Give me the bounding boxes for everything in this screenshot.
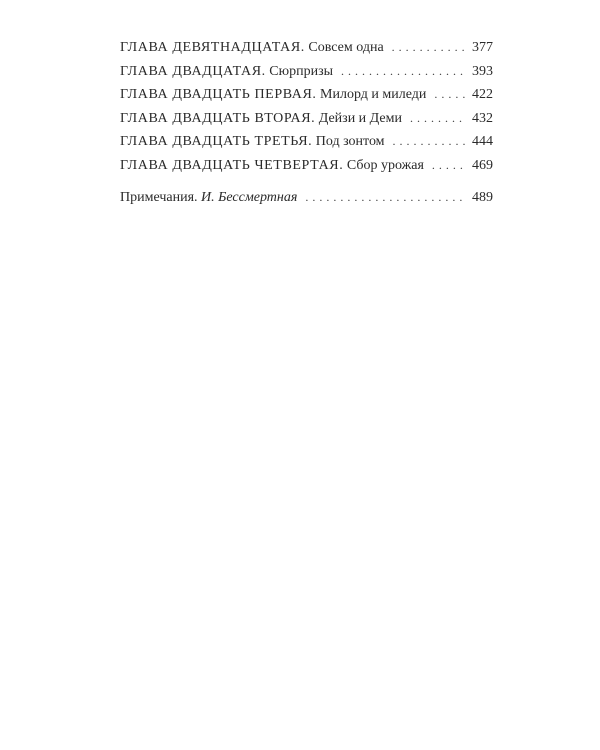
toc-entry-notes	[120, 186, 493, 210]
chapter-title: Под зонтом	[315, 134, 385, 149]
dot-leader	[305, 186, 466, 210]
page-number: 377	[472, 40, 493, 55]
toc-entry-chapter-24	[120, 154, 493, 178]
toc-entry-chapter-23	[120, 130, 493, 154]
toc-entry-title	[120, 154, 424, 178]
toc-entry-title	[120, 186, 297, 210]
toc-entry-title	[120, 60, 333, 84]
toc-entry-title	[120, 83, 426, 107]
dot-leader	[410, 107, 466, 131]
chapter-label: ГЛАВА ДВАДЦАТАЯ.	[120, 63, 266, 79]
notes-author: И. Бессмертная	[201, 190, 298, 205]
chapter-title: Сбор урожая	[346, 157, 424, 173]
chapter-title: Совсем одна	[308, 40, 384, 55]
toc-entry-chapter-21	[120, 83, 493, 107]
page-number: 469	[472, 157, 493, 173]
chapter-title: Сюрпризы	[269, 63, 333, 79]
chapter-label: ГЛАВА ДВАДЦАТЬ ВТОРАЯ.	[120, 110, 316, 126]
toc-entry-chapter-22	[120, 107, 493, 131]
chapter-label: ГЛАВА ДВАДЦАТЬ ПЕРВАЯ.	[120, 87, 317, 102]
chapter-title: Милорд и миледи	[320, 87, 427, 102]
dot-leader	[432, 154, 466, 178]
dot-leader	[434, 83, 466, 107]
toc-entry-chapter-19	[120, 36, 493, 60]
dot-leader	[341, 60, 466, 84]
chapter-label: ГЛАВА ДВАДЦАТЬ ТРЕТЬЯ.	[120, 134, 313, 149]
page-number: 432	[472, 110, 493, 126]
notes-label: Примечания.	[120, 190, 198, 205]
chapter-label: ГЛАВА ДЕВЯТНАДЦАТАЯ.	[120, 40, 305, 55]
table-of-contents	[120, 36, 493, 210]
page-number: 489	[472, 190, 493, 205]
toc-entry-title	[120, 36, 384, 60]
chapter-label: ГЛАВА ДВАДЦАТЬ ЧЕТВЕРТАЯ.	[120, 157, 344, 173]
dot-leader	[392, 36, 466, 60]
page-number: 422	[472, 87, 493, 102]
page-number: 444	[472, 134, 493, 149]
toc-entry-chapter-20	[120, 60, 493, 84]
dot-leader	[393, 130, 466, 154]
toc-entry-title	[120, 107, 402, 131]
page-number: 393	[472, 63, 493, 79]
toc-entry-title	[120, 130, 385, 154]
chapter-title: Дейзи и Деми	[318, 110, 402, 126]
